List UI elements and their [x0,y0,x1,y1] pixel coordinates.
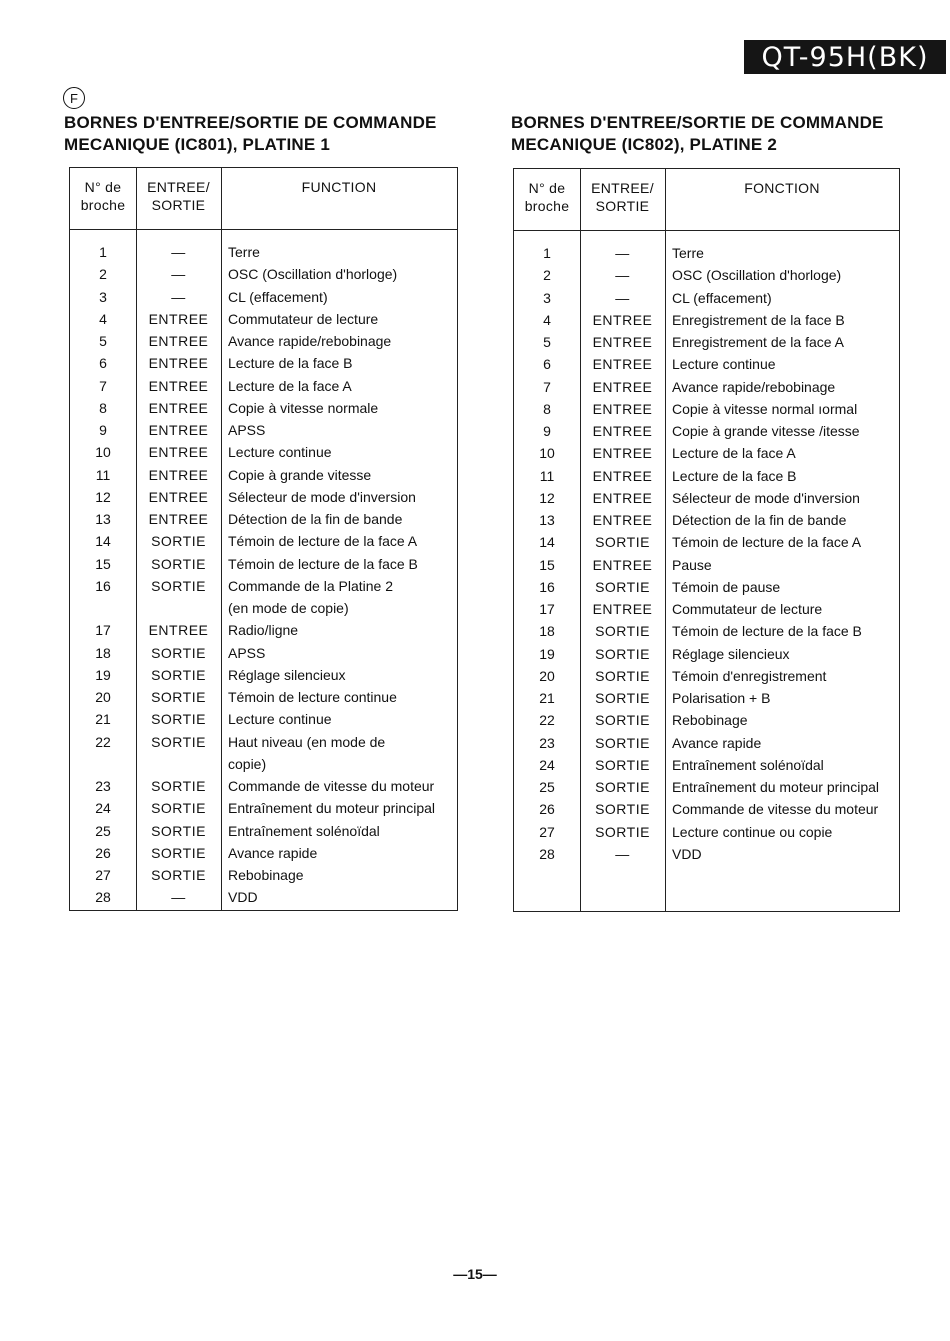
function-cell: Lecture de la face A [228,377,352,394]
table-row [514,665,899,687]
header-divider [514,230,899,231]
io-cell: ENTREE [592,423,653,439]
function-cell: Lecture continue [228,711,332,728]
table-row [514,442,899,464]
function-cell: Copie à grande vitesse /itesse [672,423,860,439]
header-io [580,179,665,215]
io-cell: SORTIE [151,711,206,728]
table-row [514,331,899,353]
io-cell: SORTIE [595,823,650,840]
pin-number-cell: 3 [543,289,551,306]
pin-number-cell: 26 [539,801,555,818]
function-cell: Avance rapide [672,734,762,751]
function-cell: Entraînement solénoïdal [228,822,380,839]
table1-title-line1: BORNES D'ENTREE/SORTIE DE COMMANDE [64,113,437,132]
function-cell: Radio/ligne [228,622,299,639]
function-cell: Haut niveau (en mode de [228,733,386,750]
function-cell: Copie à grande vitesse [228,466,372,483]
pin-number-cell: 16 [95,577,111,594]
pin-number-cell: 1 [99,244,107,260]
table-row [70,419,457,441]
pin-number-cell: 13 [539,512,555,528]
pin-number-cell: 15 [95,555,111,572]
function-cell: Lecture continue ou copie [672,823,833,840]
table1-title-line2: MECANIQUE (IC801), PLATINE 1 [64,135,330,154]
table-row [70,375,457,397]
pin-number-cell: 12 [95,488,111,505]
pin-number-cell: 24 [539,756,555,773]
header-text: FUNCTION [301,179,377,195]
pin-number-cell: 20 [539,667,555,684]
function-cell: APSS [228,422,266,438]
table-row [514,798,899,820]
table-row [514,376,899,398]
io-cell: — [171,244,186,260]
pin-number-cell: 16 [539,578,555,595]
table-row [70,642,457,664]
io-cell: ENTREE [148,333,209,349]
io-cell: SORTIE [151,822,206,839]
io-cell: SORTIE [151,778,206,794]
function-cell: CL (effacement) [228,288,328,305]
function-cell: Détection de la fin de bande [228,511,403,527]
table-row [514,643,899,665]
table-row [514,576,899,598]
table-row [70,441,457,463]
pin-number-cell: 17 [95,622,111,639]
table-row [514,487,899,509]
function-cell: Réglage silencieux [672,645,790,662]
header-text: SORTIE [595,198,650,214]
pin-number-cell: 20 [95,689,111,705]
header-function [221,178,457,196]
table-row [514,509,899,531]
table-row [70,842,457,864]
io-cell: ENTREE [148,488,209,505]
pin-table-platine-2 [513,168,900,912]
table2-rows [514,242,899,865]
table-row [70,486,457,508]
model-badge: QT-95H(BK) [744,40,946,74]
io-cell: SORTIE [151,577,206,594]
table-row [70,619,457,641]
pin-number-cell: 1 [543,245,551,261]
function-cell: Copie à vitesse normale [228,399,379,416]
table1-title [64,112,484,156]
io-cell: ENTREE [592,556,653,573]
io-cell: SORTIE [595,534,650,551]
io-cell: SORTIE [151,689,206,705]
io-cell: ENTREE [148,355,209,372]
header-text: ENTREE/ [591,180,654,196]
table-row [70,753,457,775]
function-cell: Témoin de lecture de la face B [228,555,418,572]
io-cell: SORTIE [595,712,650,729]
table-row [514,776,899,798]
pin-number-cell: 6 [99,355,107,372]
pin-number-cell: 18 [95,644,111,661]
header-text: ENTREE/ [147,179,210,195]
pin-number-cell: 22 [95,733,111,750]
table-row [514,264,899,286]
table-row [70,397,457,419]
pin-number-cell: 15 [539,556,555,573]
io-cell: SORTIE [151,666,206,683]
io-cell: SORTIE [595,801,650,818]
table-row [70,686,457,708]
pin-number-cell: 3 [99,288,107,305]
table-row [514,420,899,442]
table-row [514,687,899,709]
header-function [665,179,899,197]
pin-number-cell: 2 [543,267,551,284]
header-pin-number [514,179,580,215]
io-cell: ENTREE [592,467,653,484]
pin-number-cell: 10 [95,444,111,461]
pin-number-cell: 23 [539,734,555,751]
header-divider [70,229,457,230]
function-cell: Lecture de la face B [672,467,797,484]
pin-number-cell: 22 [539,712,555,729]
pin-number-cell: 19 [95,666,111,683]
header-text: N° de [528,180,566,196]
pin-number-cell: 4 [543,311,551,328]
function-cell: APSS [228,644,266,661]
io-cell: SORTIE [151,644,206,661]
pin-number-cell: 12 [539,489,555,506]
header-text: SORTIE [151,197,206,213]
table-row [514,709,899,731]
function-cell: VDD [672,845,702,862]
function-cell: Rebobinage [228,867,304,883]
table-row [514,531,899,553]
function-cell: Commande de vitesse du moteur [672,801,879,818]
table-row [70,464,457,486]
table-row [514,353,899,375]
io-cell: ENTREE [148,422,209,438]
table-row [70,530,457,552]
pin-number-cell: 9 [99,422,107,438]
io-cell: — [171,288,186,305]
pin-number-cell: 9 [543,423,551,439]
function-cell: Entraînement solénoïdal [672,756,824,773]
table2-title-line1: BORNES D'ENTREE/SORTIE DE COMMANDE [511,113,884,132]
io-cell: — [615,845,630,862]
io-cell: — [171,889,186,906]
header-text: broche [80,197,126,213]
io-cell: ENTREE [592,512,653,528]
table-row [70,731,457,753]
pin-number-cell: 4 [99,310,107,327]
table-row [70,797,457,819]
pin-number-cell: 14 [95,533,111,550]
function-cell: Témoin de lecture de la face B [672,623,862,640]
function-cell: Polarisation + B [672,690,771,706]
pin-number-cell: 25 [95,822,111,839]
table-row [514,554,899,576]
pin-number-cell: 25 [539,779,555,795]
function-cell: Lecture continue [672,356,776,373]
pin-number-cell: 28 [539,845,555,862]
io-cell: — [615,245,630,261]
table-row [514,732,899,754]
function-cell: Lecture de la face B [228,355,353,372]
io-cell: — [171,266,186,283]
io-cell: SORTIE [151,555,206,572]
function-cell: copie) [228,755,267,772]
io-cell: ENTREE [592,334,653,350]
function-cell: Commutateur de lecture [228,310,379,327]
pin-number-cell: 11 [539,467,555,484]
table-row [70,864,457,886]
io-cell: SORTIE [595,623,650,640]
io-cell: ENTREE [592,601,653,617]
io-cell: ENTREE [592,311,653,328]
function-cell: Terre [672,245,704,261]
pin-number-cell: 5 [543,334,551,350]
table-row [514,754,899,776]
header-io [136,178,221,214]
table-row [514,242,899,264]
table-row [70,708,457,730]
function-cell: Commande de la Platine 2 [228,577,393,594]
io-cell: SORTIE [595,734,650,751]
io-cell: ENTREE [592,489,653,506]
table-row [514,309,899,331]
table-row [514,398,899,420]
function-cell: Détection de la fin de bande [672,512,847,528]
pin-number-cell: 7 [543,378,551,395]
io-cell: ENTREE [148,622,209,639]
io-cell: ENTREE [592,400,653,417]
function-cell: OSC (Oscillation d'horloge) [228,266,398,283]
function-cell: Témoin d'enregistrement [672,667,827,684]
pin-number-cell: 19 [539,645,555,662]
io-cell: ENTREE [592,378,653,395]
function-cell: Terre [228,244,260,260]
header-text: N° de [84,179,122,195]
io-cell: SORTIE [595,690,650,706]
table-row [70,263,457,285]
io-cell: SORTIE [595,667,650,684]
io-cell: ENTREE [592,445,653,462]
table-row [70,553,457,575]
table-row [514,287,899,309]
io-cell: SORTIE [151,733,206,750]
function-cell: Copie à vitesse normal ıormal [672,400,858,417]
function-cell: Témoin de pause [672,578,781,595]
pin-number-cell: 18 [539,623,555,640]
pin-number-cell: 27 [539,823,555,840]
table-row [70,352,457,374]
table-row [70,286,457,308]
table-row [514,465,899,487]
table1-rows [70,241,457,909]
table-row [70,330,457,352]
table-row [70,308,457,330]
header-text: broche [524,198,570,214]
function-cell: Réglage silencieux [228,666,346,683]
function-cell: Témoin de lecture continue [228,689,397,705]
function-cell: Enregistrement de la face A [672,334,844,350]
pin-number-cell: 10 [539,445,555,462]
io-cell: ENTREE [148,511,209,527]
pin-number-cell: 23 [95,778,111,794]
io-cell: ENTREE [148,466,209,483]
io-cell: ENTREE [592,356,653,373]
io-cell: ENTREE [148,444,209,461]
function-cell: Commande de vitesse du moteur [228,778,435,794]
page-number: —15— [453,1266,497,1282]
io-cell: ENTREE [148,377,209,394]
pin-number-cell: 6 [543,356,551,373]
io-cell: ENTREE [148,399,209,416]
table-row [70,508,457,530]
function-cell: Sélecteur de mode d'inversion [672,489,860,506]
table-row [70,775,457,797]
section-mark: F [63,87,85,109]
function-cell: VDD [228,889,258,906]
function-cell: Rebobinage [672,712,748,729]
table-row [514,821,899,843]
io-cell: SORTIE [151,844,206,861]
function-cell: Sélecteur de mode d'inversion [228,488,416,505]
io-cell: SORTIE [595,578,650,595]
pin-number-cell: 14 [539,534,555,551]
io-cell: ENTREE [148,310,209,327]
pin-number-cell: 11 [95,466,111,483]
table-row [70,820,457,842]
function-cell: Commutateur de lecture [672,601,823,617]
function-cell: (en mode de copie) [228,600,349,616]
function-cell: Entraînement du moteur principal [672,779,879,795]
pin-number-cell: 2 [99,266,107,283]
pin-number-cell: 28 [95,889,111,906]
io-cell: SORTIE [595,645,650,662]
function-cell: Enregistrement de la face B [672,311,845,328]
table-row [70,886,457,908]
io-cell: SORTIE [595,779,650,795]
io-cell: — [615,289,630,306]
io-cell: SORTIE [595,756,650,773]
function-cell: Avance rapide [228,844,318,861]
table-row [70,575,457,597]
pin-number-cell: 21 [95,711,111,728]
function-cell: Avance rapide/rebobinage [228,333,392,349]
table-row [70,597,457,619]
header-text: FONCTION [744,180,820,196]
function-cell: Entraînement du moteur principal [228,800,435,817]
table2-title [511,112,931,156]
pin-number-cell: 21 [539,690,555,706]
pin-number-cell: 26 [95,844,111,861]
pin-number-cell: 24 [95,800,111,817]
function-cell: OSC (Oscillation d'horloge) [672,267,842,284]
function-cell: Témoin de lecture de la face A [228,533,418,550]
io-cell: SORTIE [151,867,206,883]
function-cell: Témoin de lecture de la face A [672,534,862,551]
pin-number-cell: 13 [95,511,111,527]
table-row [70,241,457,263]
header-pin-number [70,178,136,214]
function-cell: Lecture continue [228,444,332,461]
io-cell: SORTIE [151,800,206,817]
io-cell: SORTIE [151,533,206,550]
table-row [514,598,899,620]
pin-number-cell: 8 [543,400,551,417]
pin-table-platine-1 [69,167,458,911]
pin-number-cell: 7 [99,377,107,394]
function-cell: Avance rapide/rebobinage [672,378,836,395]
function-cell: Lecture de la face A [672,445,796,462]
pin-number-cell: 5 [99,333,107,349]
table-row [514,843,899,865]
table-row [70,664,457,686]
pin-number-cell: 27 [95,867,111,883]
io-cell: — [615,267,630,284]
table2-title-line2: MECANIQUE (IC802), PLATINE 2 [511,135,777,154]
pin-number-cell: 8 [99,399,107,416]
function-cell: CL (effacement) [672,289,772,306]
pin-number-cell: 17 [539,601,555,617]
function-cell: Pause [672,556,712,573]
table-row [514,620,899,642]
